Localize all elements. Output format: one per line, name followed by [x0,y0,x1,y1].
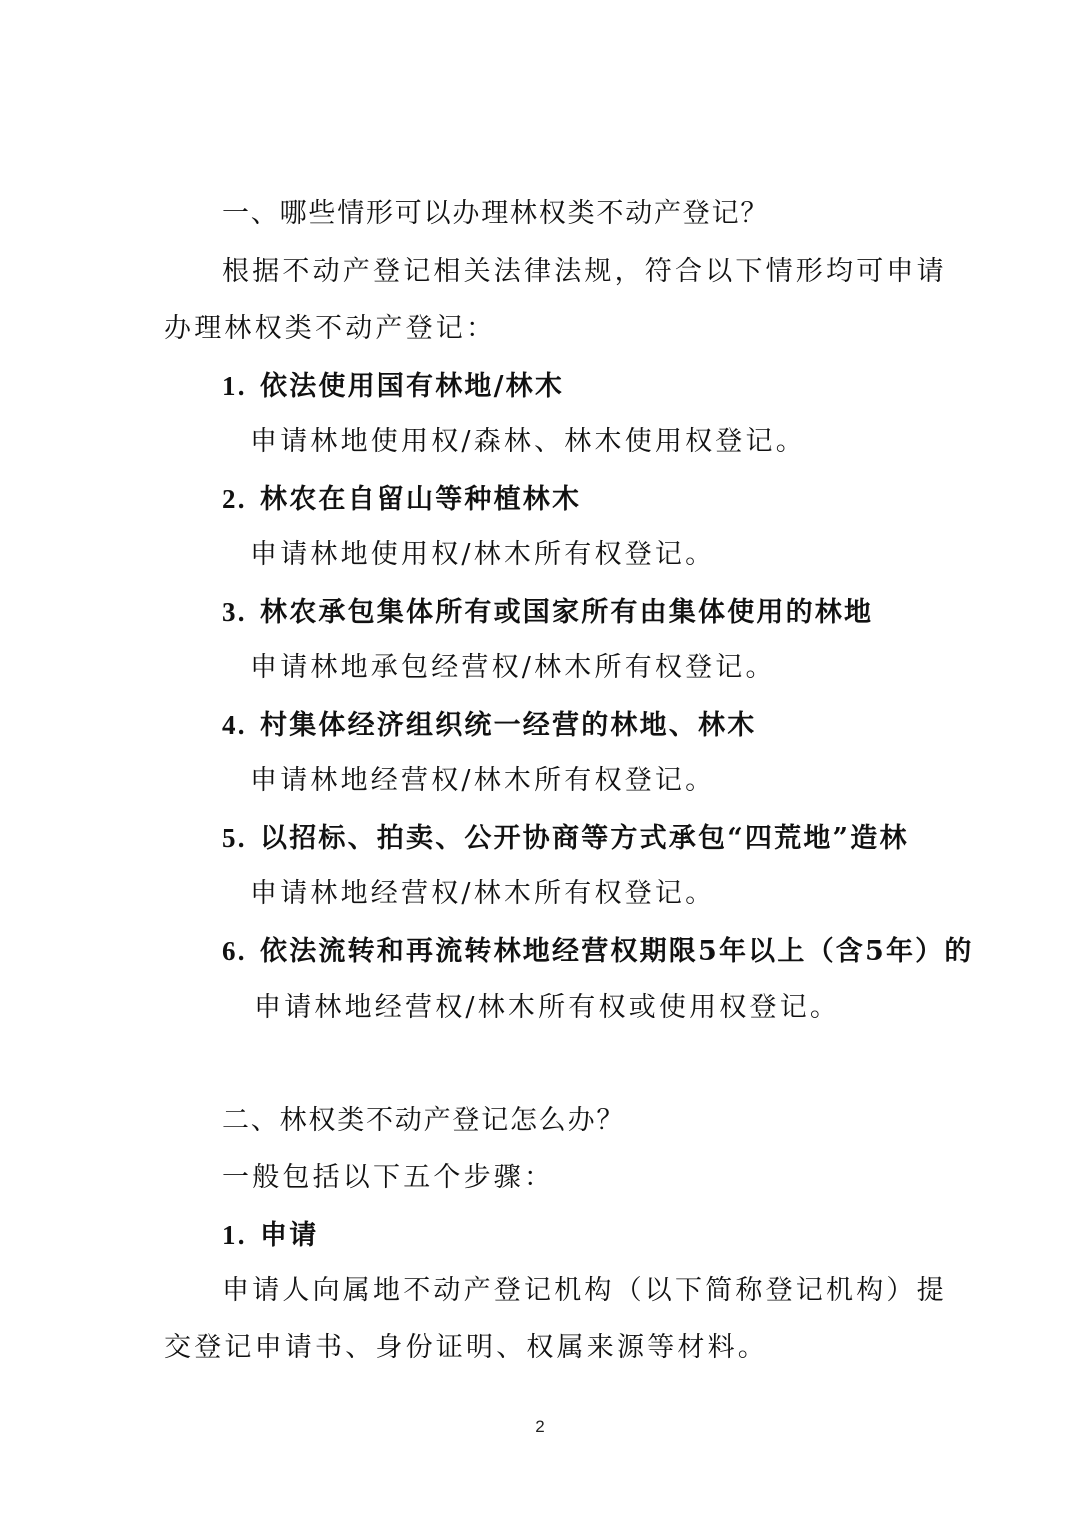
list-item-detail: 申请林地使用权/森林、林木使用权登记。 [250,426,806,457]
step-title [222,1217,318,1254]
list-item-detail: 申请林地承包经营权/林木所有权登记。 [250,652,776,683]
section1-heading: 一、哪些情形可以办理林权类不动产登记？ [222,198,770,229]
list-item-title-text: 以招标、拍卖、公开协商等方式承包“四荒地”造林 [260,823,909,854]
list-item-title [222,481,581,518]
section2-heading: 二、林权类不动产登记怎么办？ [222,1105,626,1136]
list-item-number: 6. [222,936,247,966]
list-item-title [222,368,564,405]
page-number: 2 [535,1417,545,1436]
step-number: 1. [222,1220,247,1250]
list-item-number: 1. [222,371,247,401]
section1-intro-line1: 根据不动产登记相关法律法规，符合以下情形均可申请 [222,256,947,287]
step-text-line2: 交登记申请书、身份证明、权属来源等材料。 [164,1332,768,1363]
list-item-title-text: 林农在自留山等种植林木 [260,484,582,515]
list-item-title-text: 村集体经济组织统一经营的林地、林木 [260,710,757,741]
list-item-number: 3. [222,597,247,627]
list-item-title [222,933,974,970]
step-title-text: 申请 [260,1220,319,1251]
step-text-line1: 申请人向属地不动产登记机构（以下简称登记机构）提 [222,1275,947,1306]
list-item-title-text: 依法流转和再流转林地经营权期限5年以上（含5年）的 [260,936,974,967]
list-item-number: 5. [222,823,247,853]
list-item-title-text: 依法使用国有林地/林木 [260,371,565,402]
list-item-detail: 申请林地经营权/林木所有权登记。 [250,765,716,796]
section2-intro: 一般包括以下五个步骤： [222,1162,555,1193]
list-item-detail: 申请林地使用权/林木所有权登记。 [250,539,716,570]
list-item-title [222,820,909,857]
list-item-number: 2. [222,484,247,514]
list-item-title-text: 林农承包集体所有或国家所有由集体使用的林地 [260,597,874,628]
list-item-title [222,707,756,744]
list-item-detail: 申请林地经营权/林木所有权登记。 [250,878,716,909]
list-item-number: 4. [222,710,247,740]
list-item-detail: 申请林地经营权/林木所有权或使用权登记。 [254,992,841,1023]
list-item-title [222,594,873,631]
section1-intro-line2: 办理林权类不动产登记： [164,313,497,344]
